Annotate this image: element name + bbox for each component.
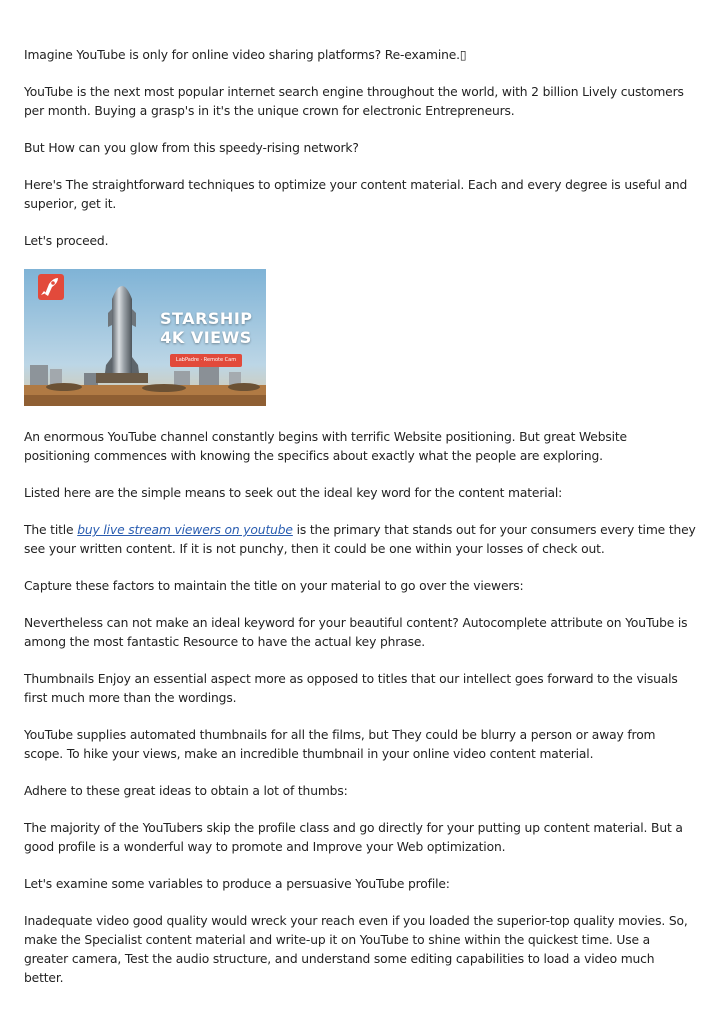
paragraph-autocomplete: Nevertheless can not make an ideal keyword for your beautiful content? Autocomplete attribute on YouTube is among the most fantastic Resource to have the actual key phrase.: [24, 616, 688, 649]
starship-thumbnail-image: [24, 269, 266, 406]
paragraph-profile: The majority of the YouTubers skip the profile class and go directly for your putting up content material. But a good profile is a wonderful way to promote and Improve your Web optimization.: [24, 821, 683, 854]
paragraph-profile-variables: Let's examine some variables to produce a persuasive YouTube profile:: [24, 877, 450, 891]
hero-title-line1: STARSHIP: [160, 309, 253, 328]
paragraph-video-quality: Inadequate video good quality would wreck your reach even if you loaded the superior-top quality movies. So, make the Specialist content material and write-up it on YouTube to shine within the quickest time. Use a greater camera, Test the audio structure, and understand some editing capabilities to load a video much better.: [24, 914, 688, 985]
paragraph-search-engine: YouTube is the next most popular internet search engine throughout the world, with 2 billion Lively customers per month. Buying a grasp's in it's the unique crown for electronic Entrepreneurs.: [24, 85, 684, 118]
paragraph-title-lead: The title: [24, 523, 78, 537]
paragraph-title: [24, 521, 696, 559]
paragraph-techniques: Here's The straightforward techniques to optimize your content material. Each and every degree is useful and superior, get it.: [24, 178, 688, 211]
paragraph-automated-thumbnails: YouTube supplies automated thumbnails for all the films, but They could be blurry a person or away from scope. To hike your views, make an incredible thumbnail in your online video content material.: [24, 728, 656, 761]
hero-source-tag: LabPadre · Remote Cam: [170, 354, 242, 367]
paragraph-question: But How can you glow from this speedy-rising network?: [24, 141, 359, 155]
paragraph-seo: An enormous YouTube channel constantly begins with terrific Website positioning. But great Website positioning commences with knowing the specifics about exactly what the people are exploring.: [24, 430, 627, 463]
paragraph-title-rest: is the primary that stands out for your consumers every time they see your written content. If it is not punchy, then it could be one within your losses of check out.: [24, 523, 696, 556]
paragraph-ideas: Adhere to these great ideas to obtain a lot of thumbs:: [24, 784, 348, 798]
article-body: [24, 46, 696, 988]
paragraph-intro: Imagine YouTube is only for online video sharing platforms? Re-examine.▯: [24, 48, 467, 62]
paragraph-thumbnails: Thumbnails Enjoy an essential aspect more as opposed to titles that our intellect goes forward to the visuals first much more than the wordings.: [24, 672, 678, 705]
paragraph-proceed: Let's proceed.: [24, 234, 109, 248]
hero-title-line2: 4K VIEWS: [160, 328, 252, 347]
paragraph-keyword-means: Listed here are the simple means to seek out the ideal key word for the content material:: [24, 486, 563, 500]
paragraph-capture-factors: Capture these factors to maintain the title on your material to go over the viewers:: [24, 579, 524, 593]
buy-live-stream-viewers-link[interactable]: buy live stream viewers on youtube: [77, 523, 293, 537]
